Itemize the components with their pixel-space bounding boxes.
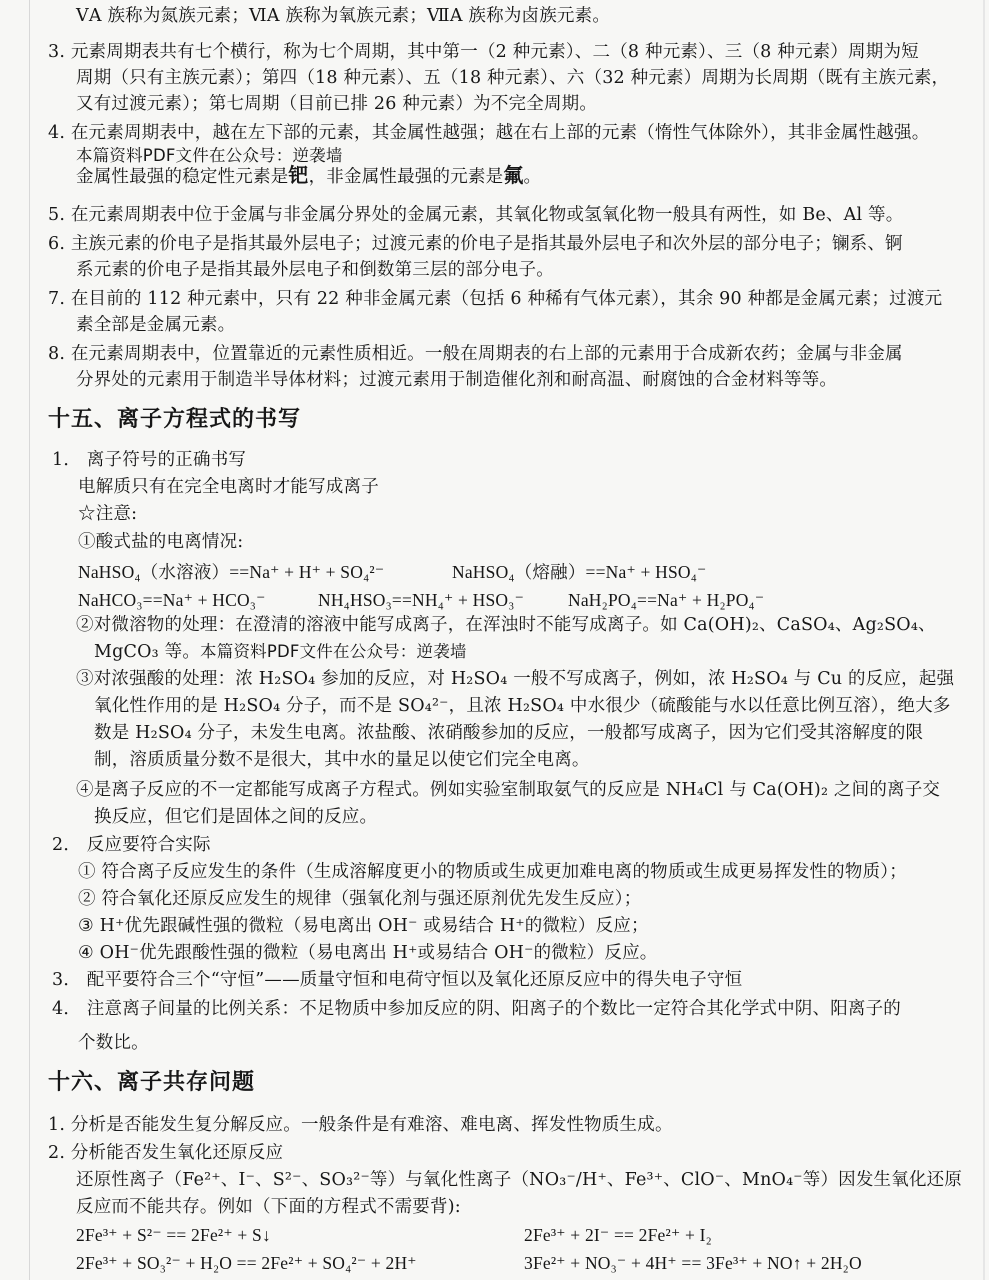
point-8-line-1: 8. 在元素周期表中，位置靠近的元素性质相近。一般在周期表的右上部的元素用于合成新农药；金属与非金属 xyxy=(48,344,903,364)
note-4-line-1: ④是离子反应的不一定都能写成离子方程式。例如实验室制取氨气的反应是 NH₄Cl 与 Ca(OH)₂ 之间的离子交 xyxy=(76,780,941,800)
note-3-line-1: ③对浓强酸的处理：浓 H₂SO₄ 参加的反应，对 H₂SO₄ 一般不写成离子，例如，浓 H₂SO₄ 与 Cu 的反应，起强 xyxy=(76,669,955,689)
s16-point-2-line-1: 还原性离子（Fe²⁺、I⁻、S²⁻、SO₃²⁻等）与氧化性离子（NO₃⁻/H⁺、Fe³⁺、ClO⁻、MnO₄⁻等）因发生氧化还原 xyxy=(76,1170,963,1190)
s15-item-4-line-1: 4． 注意离子间量的比例关系：不足物质中参加反应的阴、阳离子的个数比一定符合其化学式中阴、阳离子的 xyxy=(52,999,901,1019)
point-3-line-3: 又有过渡元素）；第七周期（目前已排 26 种元素）为不完全周期。 xyxy=(76,94,598,114)
note-2-line-2 xyxy=(94,640,467,664)
point-3-line-2: 周期（只有主族元素）；第四（18 种元素）、五（18 种元素）、六（32 种元素）周期为长周期（既有主族元素， xyxy=(76,68,950,88)
equation-nh4hso3: NH₄HSO₃==NH₄⁺ + HSO₃⁻ xyxy=(318,590,525,610)
s15-item-2-point-4: ④ OH⁻优先跟酸性强的微粒（易电离出 H⁺或易结合 OH⁻的微粒）反应。 xyxy=(78,943,658,963)
watermark-text: 本篇资料PDF文件在公众号：逆袭墙 xyxy=(76,146,343,165)
section-16-title: 十六、离子共存问题 xyxy=(48,1070,256,1095)
equation-nah2po4: NaH₂PO₄==Na⁺ + H₂PO₄⁻ xyxy=(568,590,765,610)
point-7-line-2: 素全部是金属元素。 xyxy=(76,315,236,335)
equation-fe-so3: 2Fe³⁺ + SO₃²⁻ + H₂O == 2Fe²⁺ + SO₄²⁻ + 2H⁺ xyxy=(76,1253,417,1273)
point-5: 5. 在元素周期表中位于金属与非金属分界处的金属元素，其氧化物或氢氧化物一般具有两性，如 Be、Al 等。 xyxy=(48,205,904,225)
watermark-text-2: 本篇资料PDF文件在公众号：逆袭墙 xyxy=(200,642,467,661)
equation-nahco3: NaHCO₃==Na⁺ + HCO₃⁻ xyxy=(78,590,266,610)
s15-item-2-point-2: ② 符合氧化还原反应发生的规律（强氧化剂与强还原剂优先发生反应）； xyxy=(78,889,642,909)
s15-item-1-line-3: ①酸式盐的电离情况: xyxy=(78,532,244,552)
section-15-title: 十五、离子方程式的书写 xyxy=(48,407,302,432)
point-4-text-c: ，非金属性最强的元素是 xyxy=(308,167,504,187)
note-3-line-3: 数是 H₂SO₄ 分子，未发生电离。浓盐酸、浓硝酸参加的反应，一般都写成离子，因为它们受其溶解度的限 xyxy=(94,723,924,743)
note-3-line-2: 氧化性作用的是 H₂SO₄ 分子，而不是 SO₄²⁻，且浓 H₂SO₄ 中水很少（硫酸能与水以任意比例互溶），绝大多 xyxy=(94,696,951,716)
page-edge-line xyxy=(29,0,30,1280)
point-4-text-e: 。 xyxy=(523,167,542,187)
equation-nahso4-aq: NaHSO₄（水溶液）==Na⁺ + H⁺ + SO₄²⁻ xyxy=(78,562,385,582)
s15-item-3: 3． 配平要符合三个“守恒”——质量守恒和电荷守恒以及氧化还原反应中的得失电子守恒 xyxy=(52,970,743,990)
s15-item-1-line-1: 电解质只有在完全电离时才能写成离子 xyxy=(78,477,379,497)
equation-fe-s: 2Fe³⁺ + S²⁻ == 2Fe²⁺ + S↓ xyxy=(76,1225,271,1245)
s15-item-2-point-3: ③ H⁺优先跟碱性强的微粒（易电离出 OH⁻ 或易结合 H⁺的微粒）反应； xyxy=(78,916,649,936)
point-3-line-1: 3. 元素周期表共有七个横行，称为七个周期，其中第一（2 种元素）、二（8 种元素）、三（8 种元素）周期为短 xyxy=(48,42,919,62)
s15-item-1-line-2: ☆注意: xyxy=(78,504,138,524)
equation-nahso4-melt: NaHSO₄（熔融）==Na⁺ + HSO₄⁻ xyxy=(452,562,707,582)
point-4-element-pd: 钯 xyxy=(288,163,309,187)
equation-fe-i: 2Fe³⁺ + 2I⁻ == 2Fe²⁺ + I₂ xyxy=(524,1225,712,1245)
note-4-line-2: 换反应，但它们是固体之间的反应。 xyxy=(94,807,378,827)
point-4-line-3 xyxy=(76,163,541,189)
note-2-line-1: ②对微溶物的处理：在澄清的溶液中能写成离子，在浑浊时不能写成离子。如 Ca(OH)₂、CaSO₄、Ag₂SO₄、 xyxy=(76,615,936,635)
point-4-line-1: 4. 在元素周期表中，越在左下部的元素，其金属性越强；越在右上部的元素（惰性气体除外），其非金属性越强。 xyxy=(48,123,930,143)
equation-fe-no3: 3Fe²⁺ + NO₃⁻ + 4H⁺ == 3Fe³⁺ + NO↑ + 2H₂O xyxy=(524,1253,862,1273)
point-7-line-1: 7. 在目前的 112 种元素中，只有 22 种非金属元素（包括 6 种稀有气体元素），其余 90 种都是金属元素；过渡元 xyxy=(48,289,943,309)
note-2-text: MgCO₃ 等。 xyxy=(94,642,201,662)
page-edge-right xyxy=(983,0,985,1280)
point-4-text-a: 金属性最强的稳定性元素是 xyxy=(76,167,289,187)
point-6-line-2: 系元素的价电子是指其最外层电子和倒数第三层的部分电子。 xyxy=(76,260,554,280)
point-8-line-2: 分界处的元素用于制造半导体材料；过渡元素用于制造催化剂和耐高温、耐腐蚀的合金材料等等。 xyxy=(76,370,838,390)
note-3-line-4: 制，溶质质量分数不是很大，其中水的量足以使它们完全电离。 xyxy=(94,750,590,770)
group-names-line: ⅤA 族称为氮族元素；ⅥA 族称为氧族元素；ⅦA 族称为卤族元素。 xyxy=(76,6,611,26)
s15-item-4-line-2: 个数比。 xyxy=(78,1033,149,1053)
s15-item-2-point-1: ① 符合离子反应发生的条件（生成溶解度更小的物质或生成更加难电离的物质或生成更易挥发性的物质）； xyxy=(78,862,907,882)
s16-point-1: 1. 分析是否能发生复分解反应。一般条件是有难溶、难电离、挥发性物质生成。 xyxy=(48,1115,673,1135)
s15-item-1-title: 1． 离子符号的正确书写 xyxy=(52,450,247,470)
point-6-line-1: 6. 主族元素的价电子是指其最外层电子；过渡元素的价电子是指其最外层电子和次外层的部分电子；镧系、锕 xyxy=(48,234,903,254)
s15-item-2-title: 2． 反应要符合实际 xyxy=(52,835,211,855)
s16-point-2-line-2: 反应而不能共存。例如（下面的方程式不需要背): xyxy=(76,1197,461,1217)
s16-point-2-title: 2. 分析能否发生氧化还原反应 xyxy=(48,1143,284,1163)
point-4-element-f: 氟 xyxy=(503,163,524,187)
